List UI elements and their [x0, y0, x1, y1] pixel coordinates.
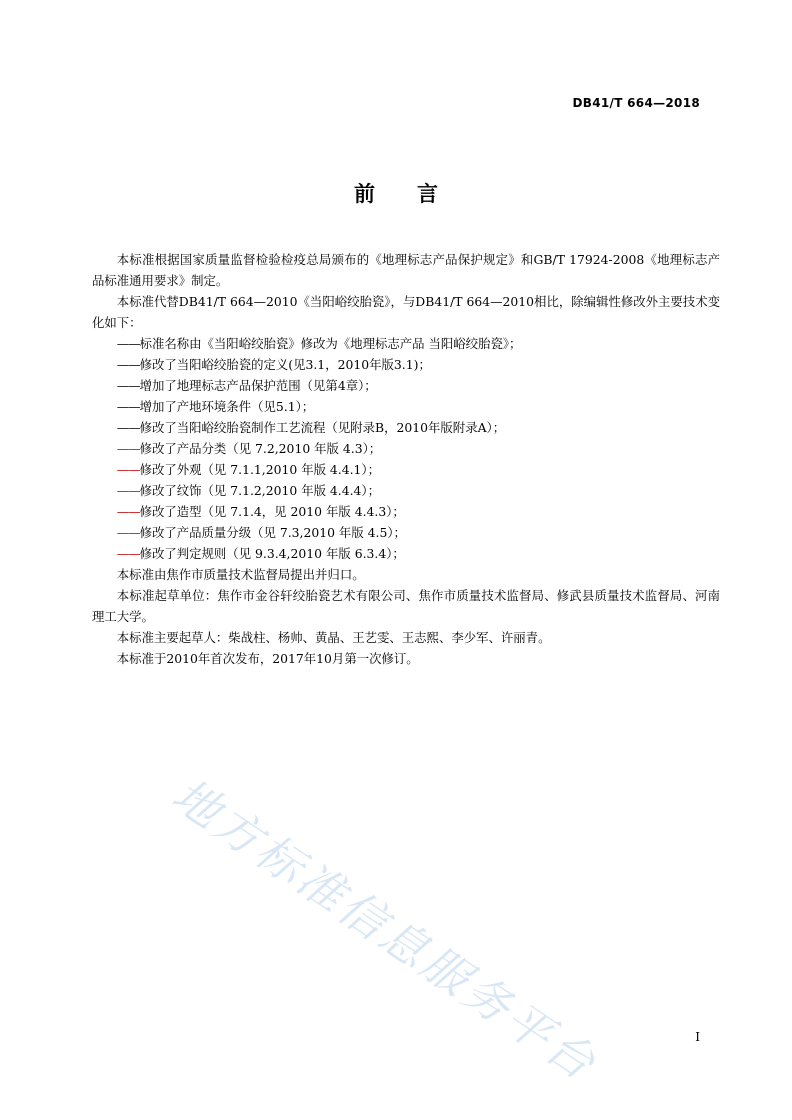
- list-item-text: 修改了外观（见 7.1.1,2010 年版 4.4.1）；: [139, 462, 381, 477]
- paragraph-basis: 本标准根据国家质量监督检验检疫总局颁布的《地理标志产品保护规定》和GB/T 17924-2008《地理标志产品标准通用要求》制定。: [92, 252, 720, 288]
- list-item-text: 修改了当阳峪绞胎瓷制作工艺流程（见附录B，2010年版附录A）；: [139, 420, 506, 435]
- list-item: [92, 480, 720, 501]
- list-item: [92, 501, 720, 522]
- document-code: DB41/T 664—2018: [572, 96, 700, 110]
- list-item: [92, 375, 720, 396]
- list-item: [92, 522, 720, 543]
- paragraph-drafters: 本标准主要起草人：柴战柱、杨帅、黄晶、王艺雯、王志熙、李少军、许丽青。: [116, 630, 551, 645]
- list-dash-red: ——: [116, 483, 140, 498]
- foreword-body: [92, 249, 720, 669]
- title-char-2: 言: [417, 182, 438, 206]
- list-dash: ——: [116, 399, 140, 414]
- list-item: [92, 333, 720, 354]
- title-char-1: 前: [354, 182, 375, 206]
- list-item: [92, 459, 720, 480]
- list-dash: ——: [116, 420, 140, 435]
- list-item: [92, 396, 720, 417]
- paragraph-proposer: 本标准由焦作市质量技术监督局提出并归口。: [116, 567, 365, 582]
- list-item-text: 修改了产品分类（见 7.2,2010 年版 4.3）；: [139, 441, 382, 456]
- paragraph-replacement: 本标准代替DB41/T 664—2010《当阳峪绞胎瓷》，与DB41/T 664—2010相比，除编辑性修改外主要技术变化如下：: [92, 294, 720, 330]
- change-list: [92, 333, 720, 564]
- list-item-text: 标准名称由《当阳峪绞胎瓷》修改为《地理标志产品 当阳峪绞胎瓷》；: [139, 336, 522, 351]
- paragraph-history: 本标准于2010年首次发布，2017年10月第一次修订。: [116, 651, 419, 666]
- list-item-text: 修改了造型（见 7.1.4，见 2010 年版 4.4.3）；: [139, 504, 405, 519]
- list-dash: ——: [116, 336, 140, 351]
- list-item-text: 修改了产品质量分级（见 7.3,2010 年版 4.5）；: [139, 525, 406, 540]
- list-item-text: 修改了当阳峪绞胎瓷的定义(见3.1，2010年版3.1)；: [139, 357, 431, 372]
- list-dash-red: ——: [116, 462, 140, 477]
- list-item-text: 修改了纹饰（见 7.1.2,2010 年版 4.4.4）；: [139, 483, 381, 498]
- list-dash-red: ——: [116, 546, 140, 561]
- list-item: [92, 354, 720, 375]
- list-item: [92, 417, 720, 438]
- page-title: [0, 178, 792, 208]
- watermark: 地方标准信息服务平台: [162, 767, 608, 1092]
- list-dash-red: ——: [116, 525, 140, 540]
- list-item-text: 修改了判定规则（见 9.3.4,2010 年版 6.3.4）；: [139, 546, 405, 561]
- list-dash: ——: [116, 357, 140, 372]
- list-item-text: 增加了地理标志产品保护范围（见第4章）；: [139, 378, 377, 393]
- list-dash-red: ——: [116, 441, 140, 456]
- list-item-text: 增加了产地环境条件（见5.1）；: [139, 399, 315, 414]
- list-dash: ——: [116, 378, 140, 393]
- page-number: I: [695, 1030, 700, 1044]
- list-dash-red: ——: [116, 504, 140, 519]
- paragraph-drafting-units: 本标准起草单位：焦作市金谷轩绞胎瓷艺术有限公司、焦作市质量技术监督局、修武县质量技术监督局、河南理工大学。: [92, 588, 720, 624]
- list-item: [92, 438, 720, 459]
- list-item: [92, 543, 720, 564]
